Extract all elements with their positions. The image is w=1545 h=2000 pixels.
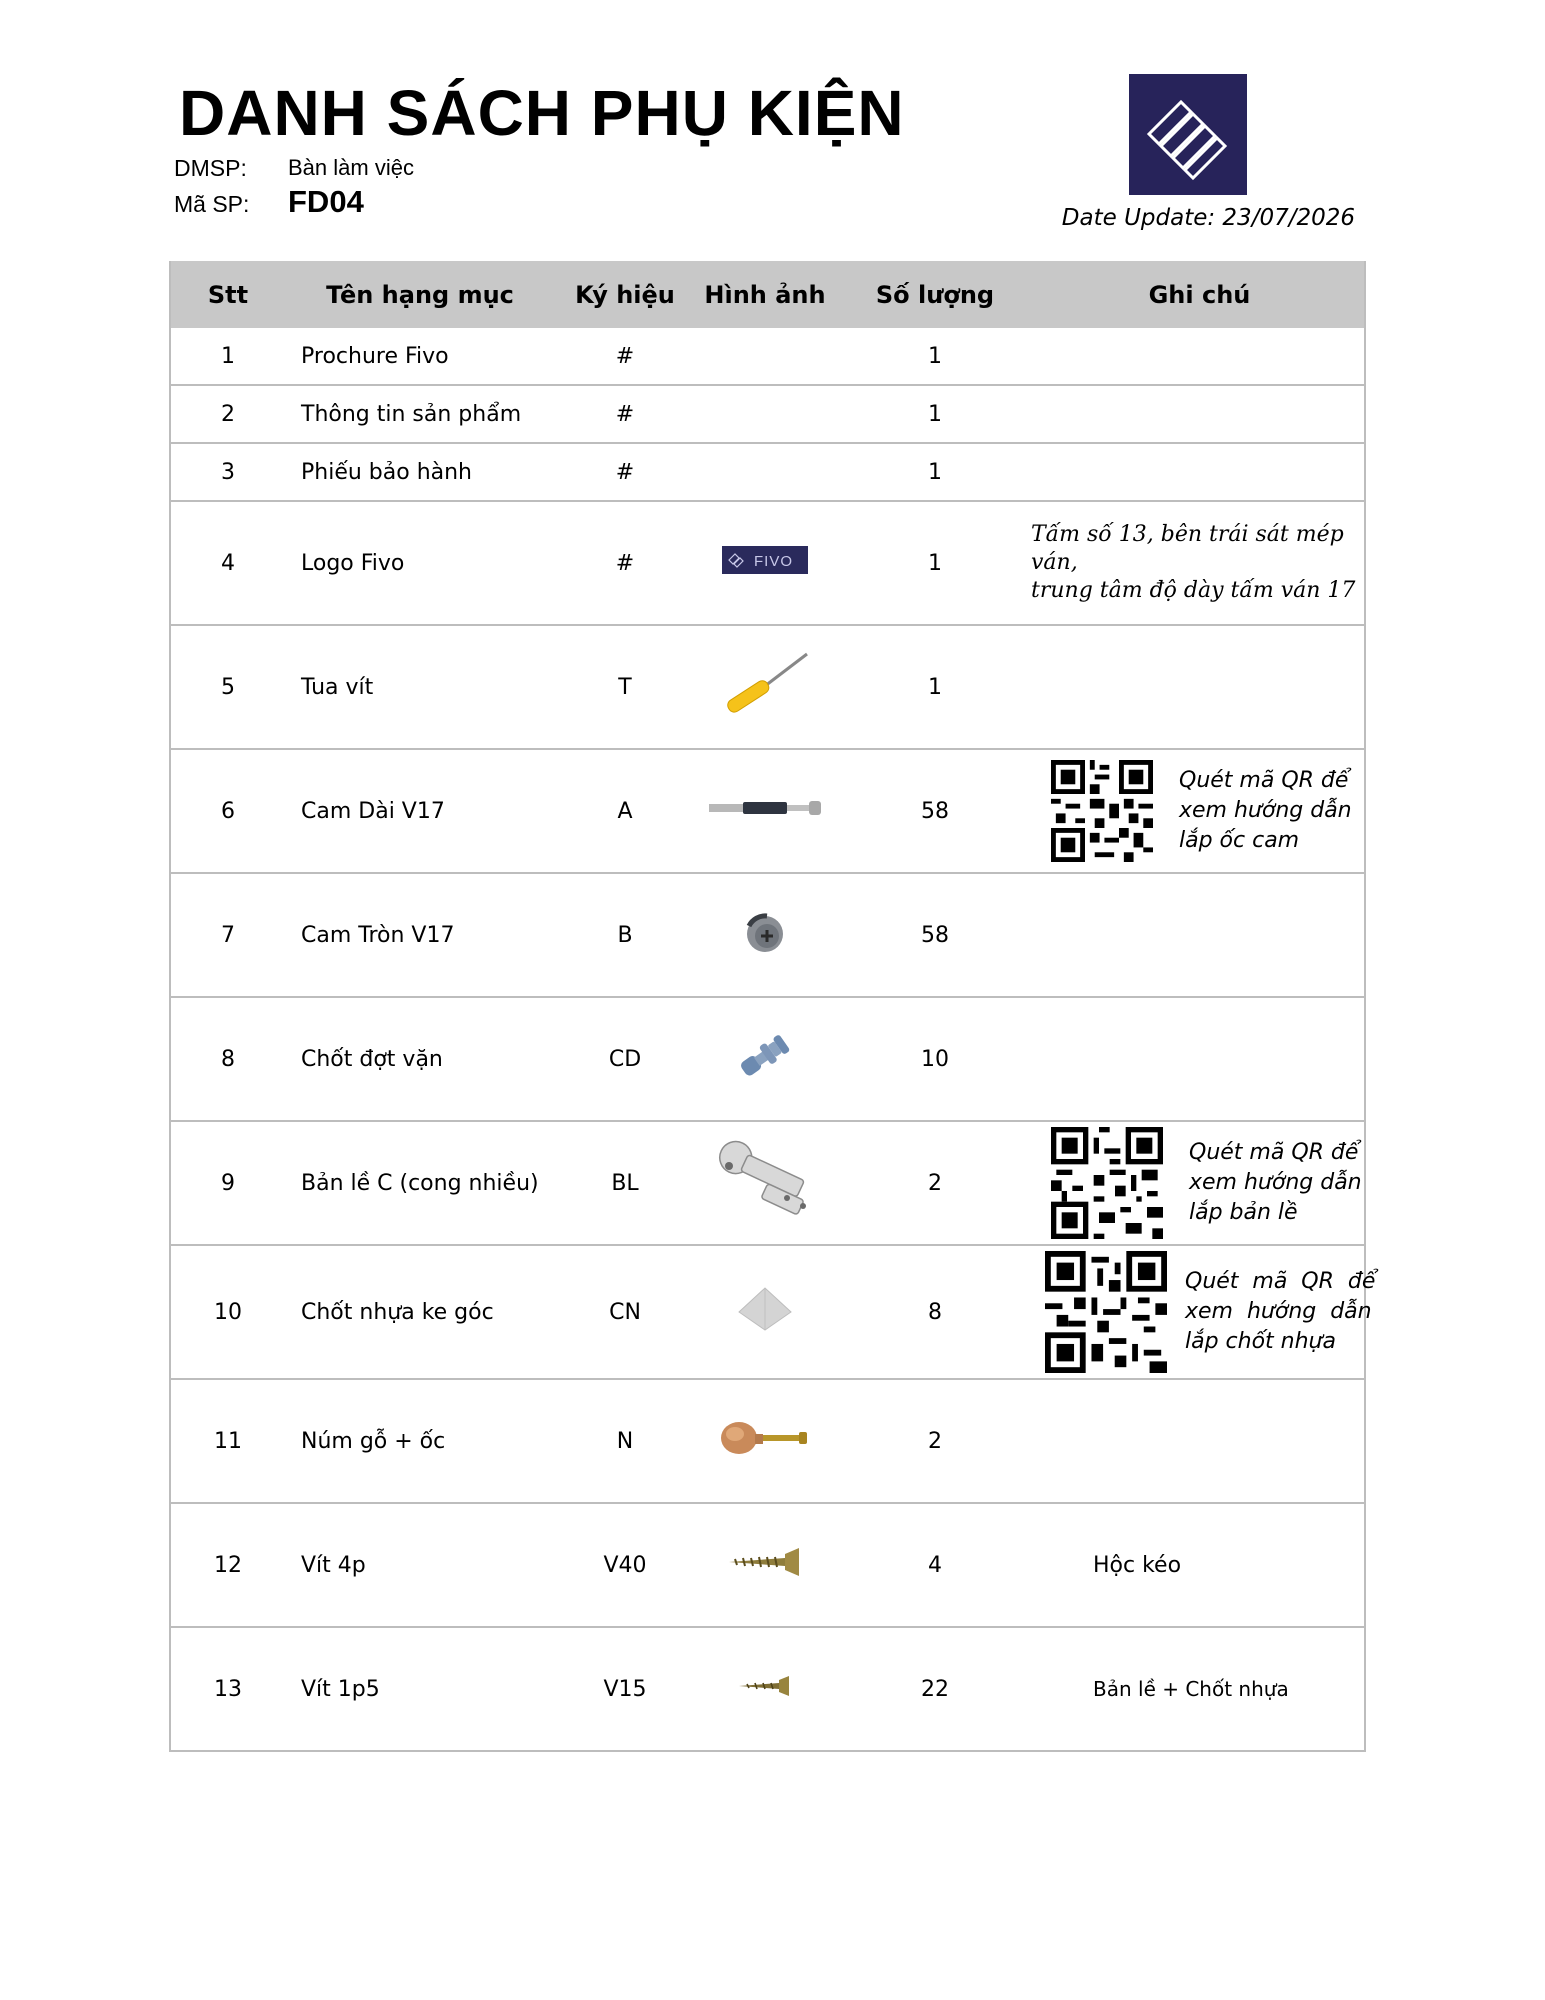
col-header-qty: Số lượng bbox=[835, 261, 1035, 328]
cell-code: N bbox=[555, 1379, 695, 1503]
plastic-corner-block-image bbox=[735, 1284, 795, 1334]
qr-code-image bbox=[1045, 1251, 1167, 1373]
table-row bbox=[170, 1245, 1365, 1379]
table-row bbox=[170, 749, 1365, 873]
cell-name: Bản lề C (cong nhiều) bbox=[285, 1121, 555, 1245]
cell-note: Hộc kéo bbox=[1035, 1503, 1365, 1627]
cell-code: A bbox=[555, 749, 695, 873]
table-row bbox=[170, 1503, 1365, 1627]
screw-4p-image bbox=[725, 1546, 805, 1578]
note-line: trung tâm độ dày tấm ván 17 bbox=[1031, 578, 1356, 603]
table-row bbox=[170, 443, 1365, 501]
cell-note bbox=[1035, 1379, 1365, 1503]
table-row bbox=[170, 997, 1365, 1121]
cell-name: Prochure Fivo bbox=[301, 343, 449, 369]
cell-stt: 10 bbox=[170, 1245, 285, 1379]
cell-qty: 1 bbox=[835, 501, 1035, 625]
qr-note-line: Quét mã QR để bbox=[1185, 1269, 1376, 1294]
cell-name: Chốt đợt vặn bbox=[285, 997, 555, 1121]
cell-qty: 2 bbox=[835, 1121, 1035, 1245]
fivo-mark-icon bbox=[1129, 74, 1247, 195]
cell-name: Logo Fivo bbox=[285, 501, 555, 625]
table-row bbox=[170, 328, 1365, 385]
page-title: DANH SÁCH PHỤ KIỆN bbox=[179, 77, 905, 149]
table-row bbox=[170, 1121, 1365, 1245]
cell-note bbox=[1035, 328, 1365, 385]
fivo-logo-image bbox=[722, 546, 808, 574]
cell-qty: 1 bbox=[835, 625, 1035, 749]
cell-note bbox=[1035, 1245, 1376, 1379]
accessory-table bbox=[169, 261, 1376, 1752]
cell-stt: 2 bbox=[170, 385, 285, 443]
qr-note-line: lắp bản lề bbox=[1189, 1200, 1298, 1225]
qr-note-line: xem hướng dẫn bbox=[1185, 1299, 1372, 1324]
cell-image bbox=[695, 1503, 835, 1627]
long-cam-bolt-image bbox=[707, 795, 823, 821]
cell-name: Vít 4p bbox=[285, 1503, 555, 1627]
cell-name: Phiếu bảo hành bbox=[285, 443, 555, 501]
qr-note-line: xem hướng dẫn bbox=[1179, 798, 1352, 823]
cell-note: Bản lề + Chốt nhựa bbox=[1035, 1627, 1365, 1751]
cell-stt: 6 bbox=[170, 749, 285, 873]
table-row bbox=[170, 501, 1365, 625]
cell-code: # bbox=[555, 501, 695, 625]
cell-stt: 8 bbox=[170, 997, 285, 1121]
cell-stt: 4 bbox=[170, 501, 285, 625]
cell-code: # bbox=[615, 343, 635, 369]
fivo-logo-text: FIVO bbox=[754, 553, 794, 570]
masp-label: Mã SP: bbox=[174, 191, 250, 217]
cell-image bbox=[695, 328, 835, 385]
qr-note-line: Quét mã QR để bbox=[1179, 768, 1349, 793]
dmsp-label: DMSP: bbox=[174, 155, 247, 181]
qr-note-line: xem hướng dẫn bbox=[1189, 1170, 1362, 1195]
cell-qty: 4 bbox=[835, 1503, 1035, 1627]
shelf-pin-image bbox=[725, 1018, 805, 1094]
qr-note-line: lắp chốt nhựa bbox=[1185, 1329, 1336, 1354]
cell-code: # bbox=[555, 385, 695, 443]
qr-note-line: Quét mã QR để bbox=[1189, 1140, 1359, 1165]
cell-note bbox=[1035, 625, 1365, 749]
cell-image bbox=[695, 997, 835, 1121]
hinge-image bbox=[703, 1132, 827, 1228]
cell-qty: 58 bbox=[835, 749, 1035, 873]
cell-stt: 1 bbox=[221, 343, 235, 369]
col-header-name: Tên hạng mục bbox=[285, 261, 555, 328]
col-header-stt: Stt bbox=[170, 261, 285, 328]
cell-note bbox=[1035, 443, 1365, 501]
cell-name: Vít 1p5 bbox=[285, 1627, 555, 1751]
cell-image bbox=[695, 385, 835, 443]
cell-note bbox=[1035, 385, 1365, 443]
qr-note-line: lắp ốc cam bbox=[1179, 828, 1300, 853]
dmsp-value: Bàn làm việc bbox=[288, 155, 414, 180]
cell-qty: 1 bbox=[835, 443, 1035, 501]
date-update: Date Update: 23/07/2026 bbox=[1061, 205, 1355, 231]
cell-qty: 58 bbox=[835, 873, 1035, 997]
cell-stt: 12 bbox=[170, 1503, 285, 1627]
wood-knob-image bbox=[719, 1418, 811, 1458]
note-line: Tấm số 13, bên trái sát mép ván, bbox=[1031, 522, 1344, 575]
cell-note bbox=[1035, 873, 1365, 997]
cell-qty: 2 bbox=[835, 1379, 1035, 1503]
cell-image bbox=[695, 873, 835, 997]
cell-qty: 22 bbox=[835, 1627, 1035, 1751]
round-cam-lock-image bbox=[737, 904, 793, 960]
cell-stt: 9 bbox=[170, 1121, 285, 1245]
masp-value: FD04 bbox=[288, 184, 364, 219]
cell-image bbox=[695, 625, 835, 749]
cell-stt: 7 bbox=[170, 873, 285, 997]
cell-code: B bbox=[555, 873, 695, 997]
cell-name: Cam Dài V17 bbox=[285, 749, 555, 873]
cell-image bbox=[695, 443, 835, 501]
cell-stt: 5 bbox=[170, 625, 285, 749]
cell-image bbox=[695, 501, 835, 625]
cell-code: CD bbox=[555, 997, 695, 1121]
cell-code: T bbox=[555, 625, 695, 749]
brand-logo bbox=[1129, 74, 1247, 195]
col-header-code: Ký hiệu bbox=[555, 261, 695, 328]
cell-qty: 10 bbox=[835, 997, 1035, 1121]
col-header-note: Ghi chú bbox=[1035, 261, 1365, 328]
screw-1p5-image bbox=[737, 1674, 793, 1698]
cell-image bbox=[695, 1627, 835, 1751]
qr-code-image bbox=[1051, 760, 1153, 862]
table-row bbox=[170, 385, 1365, 443]
cell-image bbox=[695, 749, 835, 873]
cell-name: Cam Tròn V17 bbox=[285, 873, 555, 997]
cell-code: BL bbox=[555, 1121, 695, 1245]
cell-code: V15 bbox=[555, 1627, 695, 1751]
cell-image bbox=[695, 1121, 835, 1245]
col-header-image: Hình ảnh bbox=[695, 261, 835, 328]
cell-image bbox=[695, 1245, 835, 1379]
cell-code: V40 bbox=[555, 1503, 695, 1627]
cell-note bbox=[1031, 501, 1365, 625]
cell-stt: 3 bbox=[170, 443, 285, 501]
cell-note bbox=[1035, 749, 1365, 873]
cell-qty: 8 bbox=[835, 1245, 1035, 1379]
cell-name: Núm gỗ + ốc bbox=[285, 1379, 555, 1503]
table-row bbox=[170, 1627, 1365, 1751]
cell-note bbox=[1035, 1121, 1365, 1245]
table-row bbox=[170, 873, 1365, 997]
cell-stt: 13 bbox=[170, 1627, 285, 1751]
table-row bbox=[170, 625, 1365, 749]
cell-code: # bbox=[555, 443, 695, 501]
cell-note bbox=[1035, 997, 1365, 1121]
screwdriver-image bbox=[717, 648, 813, 720]
cell-name: Tua vít bbox=[285, 625, 555, 749]
cell-image bbox=[695, 1379, 835, 1503]
table-header-row bbox=[170, 261, 1365, 328]
qr-code-image bbox=[1051, 1127, 1163, 1239]
cell-name: Thông tin sản phẩm bbox=[285, 385, 555, 443]
cell-qty: 1 bbox=[835, 385, 1035, 443]
table-row bbox=[170, 1379, 1365, 1503]
cell-code: CN bbox=[555, 1245, 695, 1379]
cell-qty: 1 bbox=[928, 343, 942, 369]
cell-name: Chốt nhựa ke góc bbox=[285, 1245, 555, 1379]
cell-stt: 11 bbox=[170, 1379, 285, 1503]
